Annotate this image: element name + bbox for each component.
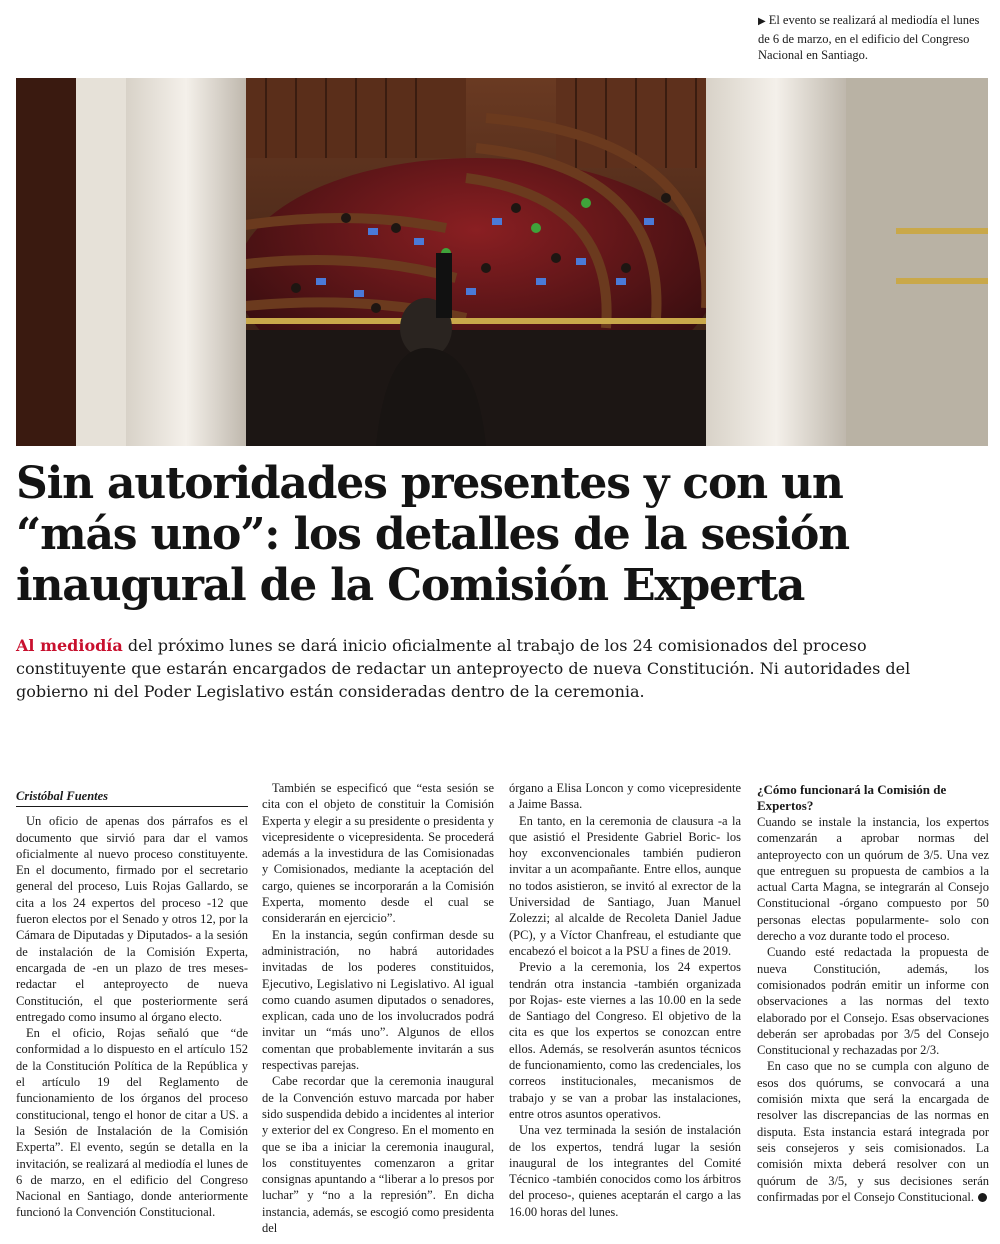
paragraph: También se especificó que “esta sesión se cita con el objeto de constituir la Comisión Experta y elegir a su presidente o presidenta y vicepresidente o vicepresidenta. Se procederá además a la investidura de las Comisionadas y Comisionados, mediante la aceptación del cargo, quienes se incorporarán a la Comisión Experta, momento desde el cual se considerarán en ejercicio”. — [262, 781, 494, 926]
lead-paragraph — [16, 634, 976, 703]
article-column-2 — [262, 780, 494, 1236]
article-column-1 — [16, 780, 248, 1221]
caption-text: El evento se realizará al mediodía el lunes de 6 de marzo, en el edificio del Congreso Nacional en Santiago. — [758, 13, 980, 62]
paragraph: Una vez terminada la sesión de instalación de los expertos, tendrá lugar la sesión inaugural de los integrantes del Comité Técnico -también conocidos como los árbitros del proceso-, quienes aceptarán el cargo a las 16.00 horas del lunes. — [509, 1123, 741, 1219]
photo-caption — [758, 12, 994, 64]
paragraph: Previo a la ceremonia, los 24 expertos tendrán otra instancia -también organizada por Rojas- este viernes a las 10.00 en la sede de Santiago del Congreso. El objetivo de la cita es que los expertos se conozcan entre ellos. Además, se resolverán asuntos técnicos de funcionamiento, como las credenciales, los correos institucionales, mecanismos de trabajo y se van a probar las instalaciones, entre otros asuntos operativos. — [509, 960, 741, 1121]
paragraph: En tanto, en la ceremonia de clausura -a la que asistió el Presidente Gabriel Boric- los hoy exconvencionales también pudieron invitar a un acompañante. Entre ellos, aunque no todos asistieron, se invitó al exrector de la Universidad de Santiago, Juan Manuel Zolezzi; al alcalde de Recoleta Daniel Jadue (PC), y a Víctor Chanfreau, el estudiante que encabezó el boicot a la PSU a fines de 2019. — [509, 813, 741, 958]
end-mark-icon — [978, 1193, 987, 1202]
paragraph: Cuando se instale la instancia, los expertos comenzarán a aprobar normas del anteproyecto con un quórum de 3/5. Una vez que entreguen su propuesta de cambios a la actual Carta Magna, se integrarán al Consejo Constitucional -órgano compuesto por 50 personas electas popularmente- solo con derecho a voz durante todo el proceso. — [757, 815, 989, 944]
congress-chamber-photo — [16, 78, 988, 446]
paragraph: órgano a Elisa Loncon y como vicepresidente a Jaime Bassa. — [509, 781, 741, 812]
paragraph: Cabe recordar que la ceremonia inaugural de la Convención estuvo marcada por haber sido suspendida debido a incidentes al interior y exterior del ex Congreso. En el momento en que se iba a iniciar la ceremonia inaugural, los constituyentes comenzaron a gritar consignas apuntando a “liberar a lo presos por luchar” y “no a la represión”. En dicha instancia, además, se escogió como presidenta del — [262, 1074, 494, 1236]
byline: Cristóbal Fuentes — [16, 788, 248, 807]
article-column-3 — [509, 780, 741, 1220]
lead-text: del próximo lunes se dará inicio oficialmente al trabajo de los 24 comisionados del proceso constituyente que estarán encargados de redactar un anteproyecto de nueva Constitución. Ni autoridades del gobierno ni del Poder Legislativo están consideradas dentro de la ceremonia. — [16, 636, 911, 701]
article-column-4 — [757, 780, 989, 1205]
caption-arrow-icon: ▶ — [758, 16, 766, 27]
paragraph: Cuando esté redactada la propuesta de nueva Constitución, además, los comisionados podrán emitir un informe con observaciones a las normas del texto elaborado por el Consejo. Esas observaciones deberán ser aprobadas por 3/5 del Consejo Constitucional y rechazadas por 2/3. — [757, 945, 989, 1058]
chamber-illustration — [16, 78, 988, 446]
paragraph-text: En caso que no se cumpla con alguno de esos dos quórums, se convocará a una comisión mixta que será la encargada de resolver las discrepancias de las normas en disputa. Esta instancia estará integrada por seis consejeros y seis comisionados. La comisión mixta deberá resolver con un quórum de 3/5, y sus decisiones serán confirmadas por el Consejo Constitucional. — [757, 1059, 989, 1204]
last-paragraph — [757, 1058, 989, 1205]
paragraph: Un oficio de apenas dos párrafos es el documento que sirvió para dar el vamos oficialmente al nuevo proceso constituyente. En el documento, firmado por el secretario general del proceso, Luis Rojas Gallardo, se cita a los 24 expertos del proceso -12 que fueron electos por el Senado y otros 12, por la Cámara de Diputadas y Diputados- a la sesión de instalación de la Comisión Experta, encargada de -en un plazo de tres meses- redactar el anteproyecto de nueva Constitución, el que posteriormente será entregado como insumo al órgano electo. — [16, 814, 248, 1024]
paragraph: En el oficio, Rojas señaló que “de conformidad a lo dispuesto en el artículo 152 de la Constitución Política de la República y el artículo 19 del Reglamento de funcionamiento de los órganos del proceso constitucional, tengo el honor de citar a US. a la Sesión de Instalación de la Comisión Experta”. El evento, según se detalla en la invitación, se realizará al mediodía el lunes de 6 de marzo, en el edificio del Congreso Nacional en Santiago, donde anteriormente funcionó la Convención Constitucional. — [16, 1026, 248, 1220]
headline: Sin autoridades presentes y con un “más uno”: los detalles de la sesión inaugural de la Comisión Experta — [16, 458, 849, 611]
sidebar-subhead: ¿Cómo funcionará la Comisión de Expertos? — [757, 782, 947, 813]
paragraph: En la instancia, según confirman desde su administración, no habrá autoridades invitadas de los poderes constituidos, Ejecutivo, Legislativo ni Legislativo. Al igual como cuando asumen diputados o senadores, explican, cada uno de los involucrados podrá invitar un “más uno”. Algunos de ellos comentan que probablemente invitarán a sus respectivas parejas. — [262, 927, 494, 1073]
lead-kicker: Al mediodía — [16, 636, 123, 655]
